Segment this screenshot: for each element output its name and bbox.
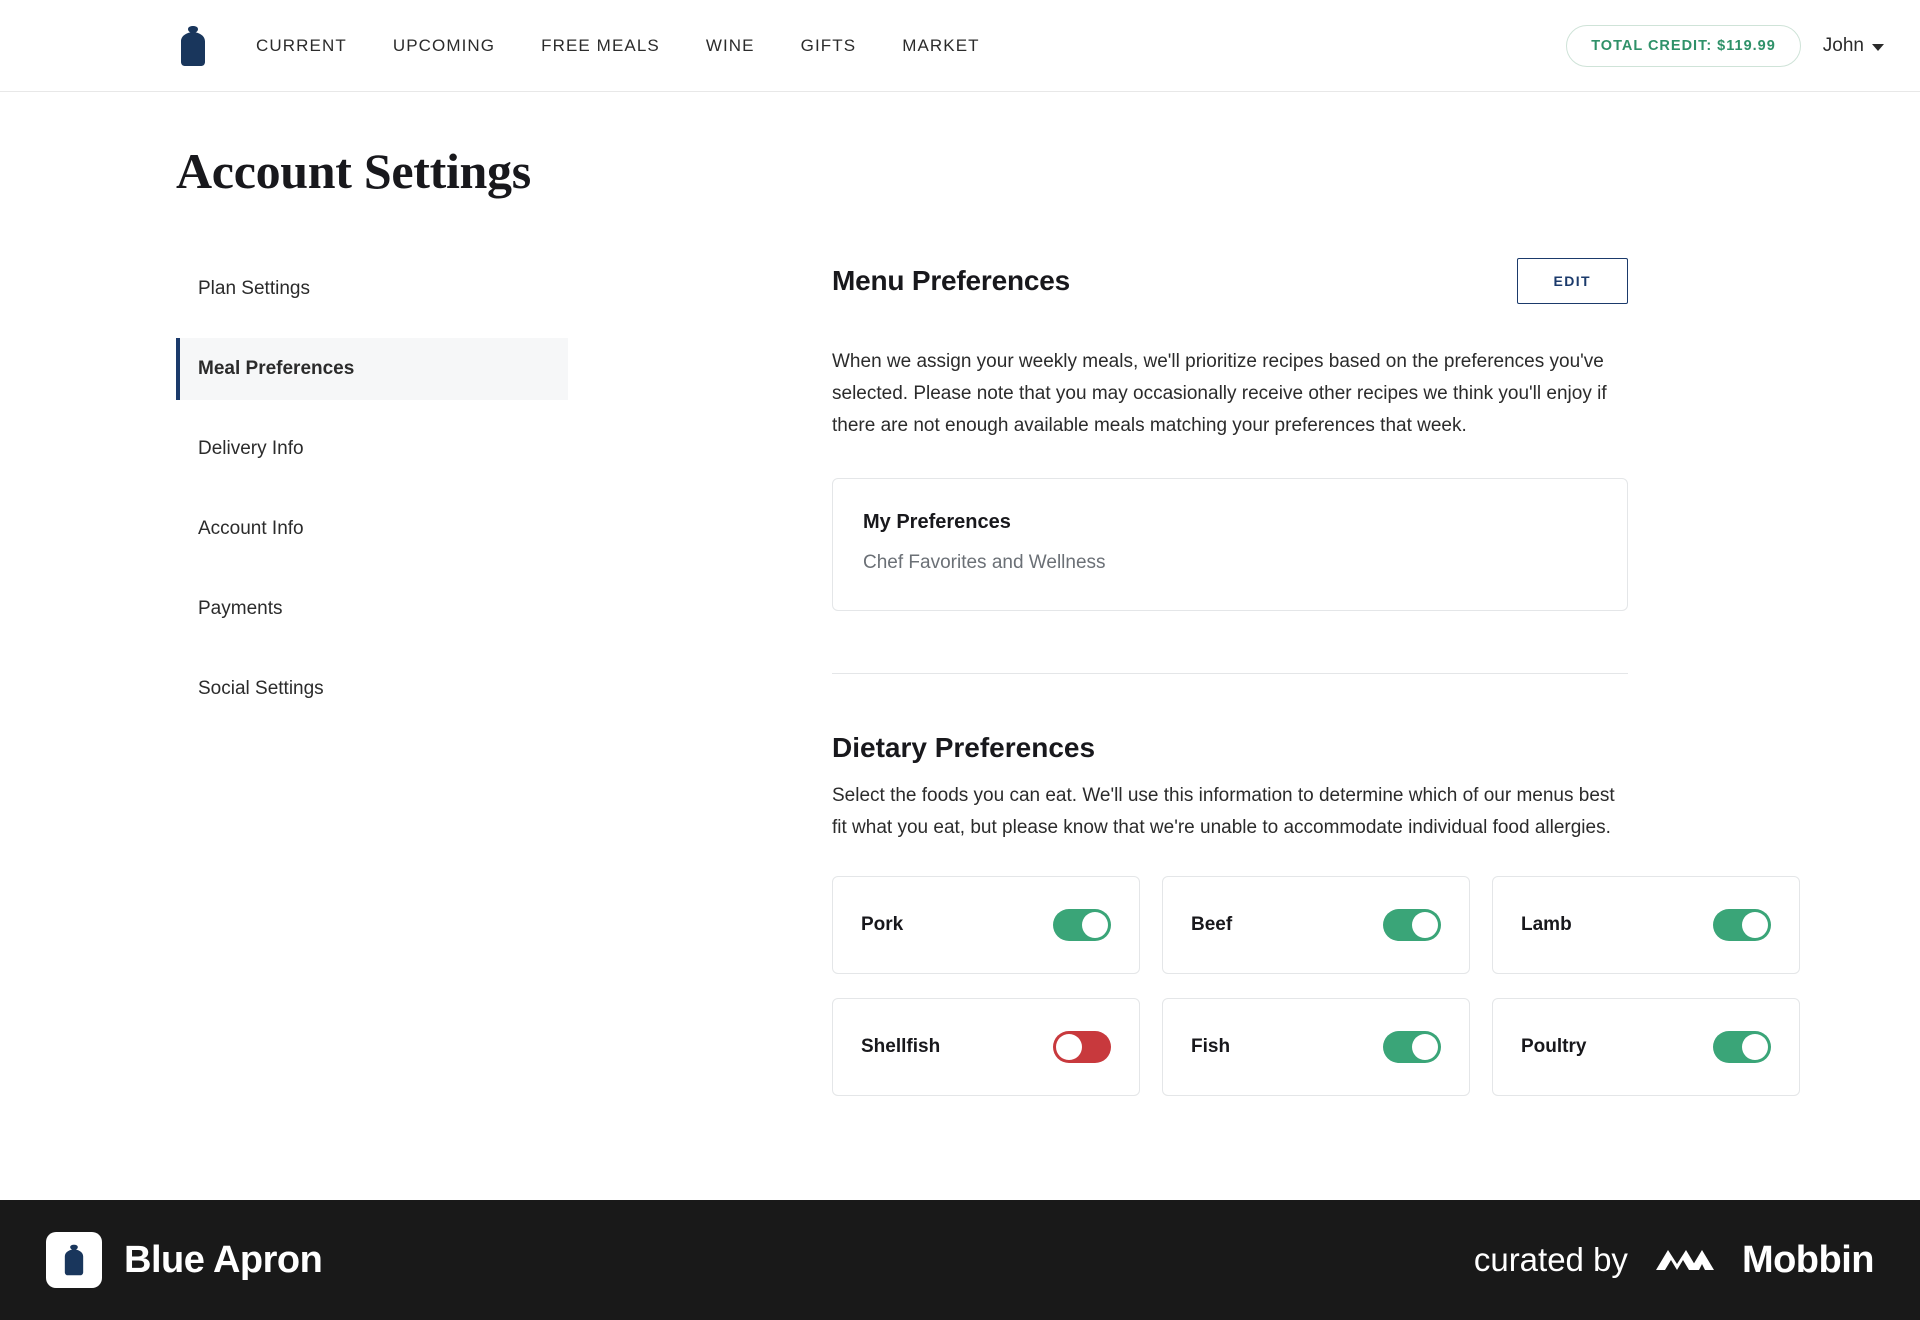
sidebar-item-delivery-info[interactable]: Delivery Info	[198, 438, 304, 459]
primary-nav	[256, 36, 980, 56]
my-preferences-value: Chef Favorites and Wellness	[863, 552, 1106, 573]
header-right	[1566, 25, 1884, 67]
menu-preferences-title: Menu Preferences	[832, 265, 1071, 296]
toggle-fish[interactable]	[1383, 1031, 1441, 1063]
footer-curated-by	[1474, 1239, 1874, 1282]
my-preferences-title: My Preferences	[863, 511, 1011, 533]
sidebar-item-social-settings[interactable]: Social Settings	[198, 678, 324, 699]
toggle-knob-icon	[1742, 1034, 1768, 1060]
page-content	[0, 142, 1920, 1096]
settings-main-panel	[568, 258, 1628, 1096]
toggle-knob-icon	[1082, 912, 1108, 938]
dietary-tile-shellfish	[832, 998, 1140, 1096]
toggle-lamb[interactable]	[1713, 909, 1771, 941]
toggle-knob-icon	[1412, 912, 1438, 938]
nav-item-current[interactable]: CURRENT	[256, 35, 347, 55]
footer-brand-name: Blue Apron	[124, 1238, 323, 1281]
sidebar-item-payments[interactable]: Payments	[198, 598, 283, 619]
nav-item-upcoming[interactable]: UPCOMING	[392, 35, 496, 55]
user-menu[interactable]	[1823, 35, 1884, 57]
sidebar-item-account-info[interactable]: Account Info	[198, 518, 304, 539]
curated-by-label: curated by	[1473, 1241, 1628, 1278]
dietary-tile-fish	[1162, 998, 1470, 1096]
my-preferences-card[interactable]	[832, 478, 1628, 611]
dietary-preferences-description: Select the foods you can eat. We'll use this information to determine which of our menus best fit what you eat, but please know that we're unable to accommodate individual food allergies.	[832, 785, 1615, 838]
dietary-tile-label: Pork	[861, 914, 904, 935]
dietary-tile-label: Poultry	[1521, 1036, 1587, 1057]
toggle-shellfish[interactable]	[1053, 1031, 1111, 1063]
toggle-knob-icon	[1412, 1034, 1438, 1060]
settings-sidebar	[176, 258, 568, 1096]
toggle-poultry[interactable]	[1713, 1031, 1771, 1063]
mobbin-logo-icon	[1654, 1240, 1716, 1280]
menu-preferences-header	[832, 258, 1628, 304]
dietary-tile-label: Beef	[1191, 914, 1233, 935]
sidebar-item-plan-settings[interactable]: Plan Settings	[198, 278, 310, 299]
edit-button[interactable]: EDIT	[1517, 258, 1629, 304]
page-title: Account Settings	[176, 143, 531, 199]
mobbin-label: Mobbin	[1741, 1238, 1874, 1281]
dietary-tile-beef	[1162, 876, 1470, 974]
blue-apron-logo-icon[interactable]	[176, 24, 210, 68]
nav-item-gifts[interactable]: GIFTS	[800, 35, 857, 55]
section-divider	[832, 673, 1628, 674]
nav-item-wine[interactable]: WINE	[705, 35, 755, 55]
dietary-preference-tiles	[832, 876, 1628, 1096]
blue-apron-footer-logo-icon	[46, 1232, 102, 1288]
dietary-tile-label: Fish	[1191, 1036, 1231, 1057]
dietary-preferences-title: Dietary Preferences	[832, 732, 1096, 763]
toggle-knob-icon	[1056, 1034, 1082, 1060]
sidebar-item-meal-preferences[interactable]: Meal Preferences	[176, 338, 568, 400]
dietary-tile-lamb	[1492, 876, 1800, 974]
nav-item-free-meals[interactable]: FREE MEALS	[541, 35, 660, 55]
settings-layout	[176, 258, 1744, 1096]
toggle-pork[interactable]	[1053, 909, 1111, 941]
dietary-tile-pork	[832, 876, 1140, 974]
nav-item-market[interactable]: MARKET	[902, 35, 980, 55]
site-header	[0, 0, 1920, 92]
total-credit-badge[interactable]: TOTAL CREDIT: $119.99	[1566, 25, 1801, 67]
dietary-tile-label: Lamb	[1521, 914, 1572, 935]
menu-preferences-description: When we assign your weekly meals, we'll prioritize recipes based on the preferences you've selected. Please note that you may occasionally receive other recipes we think you'll enjoy if there are not enough available meals matching your preferences that week.	[832, 351, 1607, 436]
toggle-beef[interactable]	[1383, 909, 1441, 941]
mobbin-footer-bar	[0, 1200, 1920, 1320]
footer-brand	[46, 1232, 322, 1288]
dietary-tile-label: Shellfish	[861, 1036, 941, 1057]
dietary-tile-poultry	[1492, 998, 1800, 1096]
user-name-label: John	[1822, 34, 1864, 56]
chevron-down-icon	[1872, 44, 1884, 51]
toggle-knob-icon	[1742, 912, 1768, 938]
